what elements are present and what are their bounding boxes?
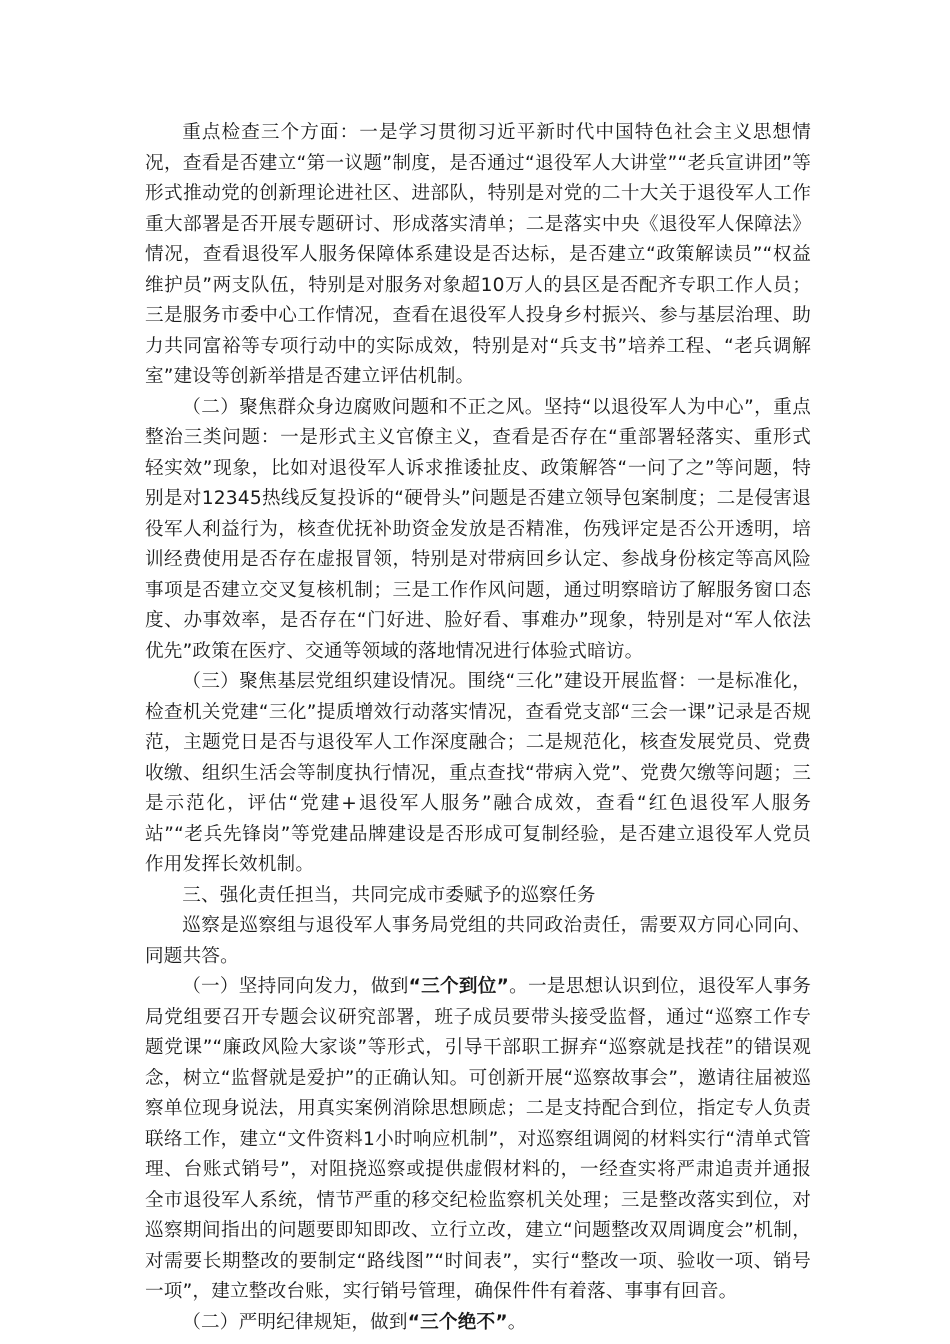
document-page (145, 118, 811, 1338)
paragraph-shared-responsibility: 巡察是巡察组与退役军人事务局党组的共同政治责任，需要双方同心同向、同题共答。 (145, 915, 811, 967)
paragraph-inspection-focus: 重点检查三个方面：一是学习贯彻习近平新时代中国特色社会主义思想情况，查看是否建立“第一议题”制度，是否通过“退役军人大讲堂”“老兵宣讲团”等形式推动党的创新理论进社区、进部队，特别是对党的二十大关于退役军人工作重大部署是否开展专题研讨、形成落实清单；二是落实中央《退役军人保障法》情况，查看退役军人服务保障体系建设是否达标，是否建立“政策解读员”“权益维护员”两支队伍，特别是对服务对象超10万人的县区是否配齐专职工作人员；三是服务市委中心工作情况，查看在退役军人投身乡村振兴、参与基层治理、助力共同富裕等专项行动中的实际成效，特别是对“兵支书”培养工程、“老兵调解室”建设等创新举措是否建立评估机制。 (145, 122, 811, 387)
paragraph-corruption-focus: （二）聚焦群众身边腐败问题和不正之风。坚持“以退役军人为中心”，重点整治三类问题：一是形式主义官僚主义，查看是否存在“重部署轻落实、重形式轻实效”现象，比如对退役军人诉求推诿扯皮、政策解答“一问了之”等问题，特别是对12345热线反复投诉的“硬骨头”问题是否建立领导包案制度；二是侵害退役军人利益行为，核查优抚补助资金发放是否精准，伤残评定是否公开透明，培训经费使用是否存在虚报冒领，特别是对带病回乡认定、参战身份核定等高风险事项是否建立交叉复核机制；三是工作作风问题，通过明察暗访了解服务窗口态度、办事效率，是否存在“门好进、脸好看、事难办”现象，特别是对“军人依法优先”政策在医疗、交通等领域的落地情况进行体验式暗访。 (145, 396, 811, 662)
subheading-prefix: （二）严明纪律规矩，做到 (182, 1311, 408, 1333)
paragraph-three-never (145, 1308, 811, 1339)
section-heading-three: 三、强化责任担当，共同完成市委赋予的巡察任务 (182, 884, 596, 906)
subheading-bold-term: “三个绝不” (407, 1311, 508, 1333)
subheading-prefix: （一）坚持同向发力，做到 (182, 976, 409, 997)
paragraph-three-in-place (145, 972, 811, 1308)
subheading-bold-term: “三个到位” (408, 976, 510, 997)
paragraph-body: 。一是思想认识到位，退役军人事务局党组要召开专题会议研究部署，班子成员要带头接受监督，通过“巡察工作专题党课”“廉政风险大家谈”等形式，引导干部职工摒弃“巡察就是找茬”的错误观念，树立“监督就是爱护”的正确认知。可创新开展“巡察故事会”，邀请往届被巡察单位现身说法，用真实案例消除思想顾虑；二是支持配合到位，指定专人负责联络工作，建立“文件资料1小时响应机制”，对巡察组调阅的材料实行“清单式管理、台账式销号”，对阻挠巡察或提供虚假材料的，一经查实将严肃追责并通报全市退役军人系统，情节严重的移交纪检监察机关处理；三是整改落实到位，对巡察期间指出的问题要即知即改、立行立改，建立“问题整改双周调度会”机制，对需要长期整改的要制定“路线图”“时间表”，实行“整改一项、验收一项、销号一项”，建立整改台账，实行销号管理，确保件件有着落、事事有回音。 (145, 976, 811, 1302)
paragraph-party-building-focus: （三）聚焦基层党组织建设情况。围绕“三化”建设开展监督：一是标准化，检查机关党建“三化”提质增效行动落实情况，查看党支部“三会一课”记录是否规范，主题党日是否与退役军人工作深度融合；二是规范化，核查发展党员、党费收缴、组织生活会等制度执行情况，重点查找“带病入党”、党费欠缴等问题；三是示范化，评估“党建+退役军人服务”融合成效，查看“红色退役军人服务站”“老兵先锋岗”等党建品牌建设是否形成可复制经验，是否建立退役军人党员作用发挥长效机制。 (145, 671, 811, 875)
paragraph-body: 。 (507, 1311, 527, 1333)
